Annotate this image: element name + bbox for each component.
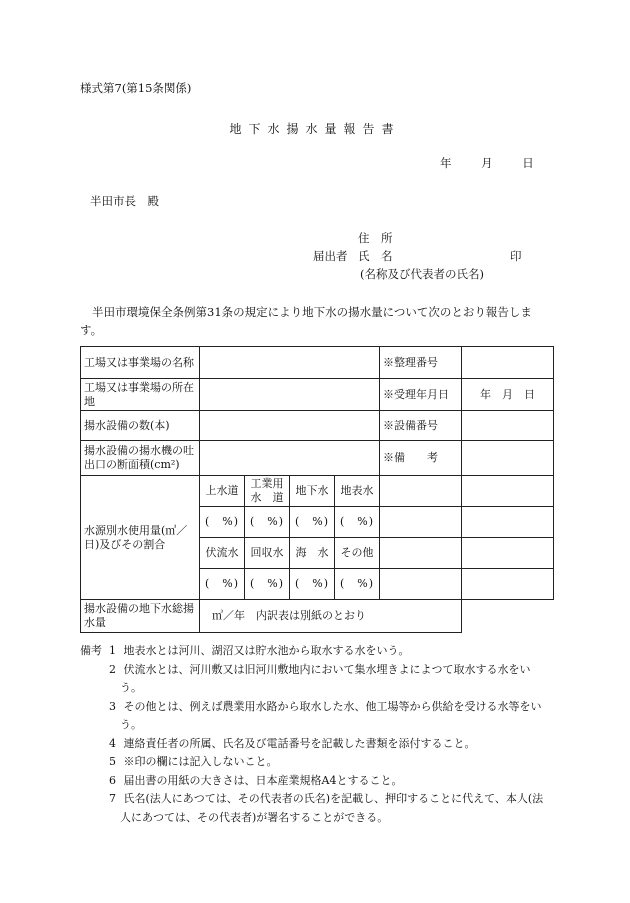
source-blank — [462, 538, 554, 569]
facility-location-field — [200, 379, 380, 411]
addressee: 半田市長 殿 — [90, 194, 159, 208]
intro-paragraph: 半田市環境保全条例第31条の規定により地下水の揚水量について次のとおり報告します。 — [80, 305, 532, 337]
source-blank — [462, 569, 554, 600]
source-percent: ( %) — [290, 507, 335, 538]
source-blank — [462, 476, 554, 507]
source-percent: ( %) — [335, 507, 380, 538]
table-empty-corner — [462, 600, 554, 633]
source-blank — [380, 476, 462, 507]
ref-number-label: ※整理番号 — [380, 347, 462, 379]
remarks-heading: 備考 — [80, 644, 102, 657]
remark-item: 7 氏名(法人にあつては、その代表者の氏名)を記載し、押印することに代えて、本人(法人にあつては、その代表者)が署名することができる。 — [109, 792, 544, 824]
source-percent: ( %) — [245, 507, 290, 538]
source-name: その他 — [335, 538, 380, 569]
pump-count-field — [200, 411, 380, 441]
remark-item: 3 その他とは、例えば農業用水路から取水した水、他工場等から供給を受ける水等をいう。 — [109, 699, 542, 731]
groundwater-total-value: ㎥／年 内訳表は別紙のとおり — [200, 600, 462, 633]
date-line: 年 月 日 — [440, 156, 534, 170]
source-percent: ( %) — [200, 507, 245, 538]
name-note: (名称及び代表者の氏名) — [360, 267, 484, 281]
remarks-section — [80, 642, 550, 827]
ref-number-field — [462, 347, 554, 379]
remarks-field-label: ※備 考 — [380, 441, 462, 476]
remark-item: 2 伏流水とは、河川敷又は旧河川敷地内において集水埋きよによつて取水する水をいう。 — [109, 662, 531, 694]
received-date-label: ※受理年月日 — [380, 379, 462, 411]
remark-item: 6 届出書の用紙の大きさは、日本産業規格A4とすること。 — [109, 773, 403, 787]
seal-mark: 印 — [510, 249, 522, 263]
document-title: 地下水揚水量報告書 — [229, 122, 401, 136]
source-percent: ( %) — [200, 569, 245, 600]
form-number: 様式第7(第15条関係) — [80, 81, 192, 95]
received-date-value: 年 月 日 — [462, 379, 554, 411]
outlet-area-field — [200, 441, 380, 476]
outlet-area-label: 揚水設備の揚水機の吐出口の断面積(cm²) — [81, 441, 200, 476]
source-percent: ( %) — [290, 569, 335, 600]
source-name: 地下水 — [290, 476, 335, 507]
remark-item: 1 地表水とは河川、湖沼又は貯水池から取水する水をいう。 — [109, 644, 410, 657]
facility-name-label: 工場又は事業場の名称 — [81, 347, 200, 379]
remark-item: 5 ※印の欄には記入しないこと。 — [109, 755, 278, 768]
remark-item: 4 連絡責任者の所属、氏名及び電話番号を記載した書類を添付すること。 — [109, 736, 476, 750]
pump-count-label: 揚水設備の数(本) — [81, 411, 200, 441]
equipment-number-label: ※設備番号 — [380, 411, 462, 441]
source-name: 地表水 — [335, 476, 380, 507]
source-blank — [380, 507, 462, 538]
source-name: 海 水 — [290, 538, 335, 569]
filer-label: 届出者 — [313, 249, 348, 263]
source-usage-label: 水源別水使用量(㎥／日)及びその割合 — [81, 476, 200, 600]
source-name: 工業用水 道 — [245, 476, 290, 507]
report-table — [80, 346, 554, 633]
facility-name-field — [200, 347, 380, 379]
remarks-field — [462, 441, 554, 476]
groundwater-total-label: 揚水設備の地下水総揚水量 — [81, 600, 200, 633]
address-label: 住 所 — [358, 231, 393, 245]
source-name: 回収水 — [245, 538, 290, 569]
source-name: 上水道 — [200, 476, 245, 507]
equipment-number-field — [462, 411, 554, 441]
facility-location-label: 工場又は事業場の所在地 — [81, 379, 200, 411]
source-percent: ( %) — [245, 569, 290, 600]
name-label: 氏 名 — [358, 249, 393, 263]
source-blank — [380, 538, 462, 569]
source-blank — [380, 569, 462, 600]
source-percent: ( %) — [335, 569, 380, 600]
source-blank — [462, 507, 554, 538]
source-name: 伏流水 — [200, 538, 245, 569]
